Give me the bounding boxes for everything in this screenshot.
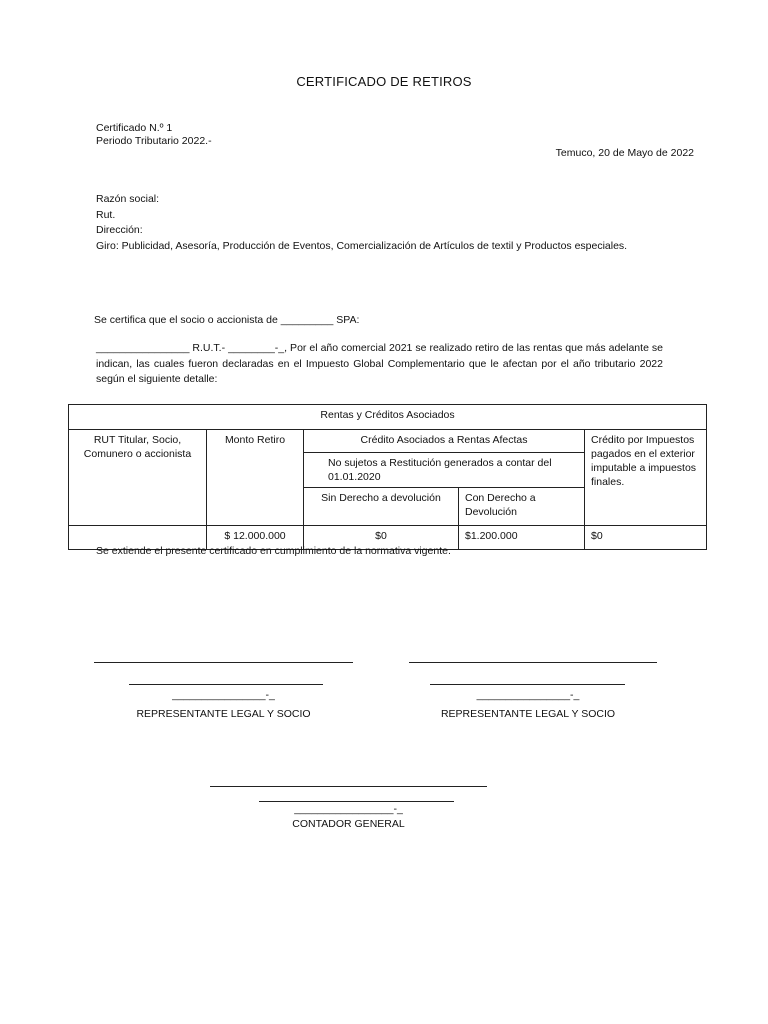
right-signature-line	[409, 662, 657, 663]
bottom-name-line	[259, 801, 454, 802]
retiros-table	[68, 404, 707, 550]
tax-period: Periodo Tributario 2022.-	[96, 135, 212, 147]
certify-text: Se certifica que el socio o accionista de _________ SPA:	[94, 314, 360, 326]
sub-no-sujetos-header: No sujetos a Restitución generados a contar del 01.01.2020	[304, 453, 585, 488]
col-credito-header: Crédito Asociados a Rentas Afectas	[304, 430, 585, 453]
right-rut-line: ________________-_	[476, 689, 580, 701]
cell-con-derecho: $1.200.000	[459, 526, 585, 550]
right-name-line	[430, 684, 625, 685]
left-name-line	[129, 684, 323, 685]
direccion-label: Dirección:	[96, 224, 143, 236]
bottom-signature-line	[210, 786, 487, 787]
razon-social-label: Razón social:	[96, 193, 160, 205]
col-rut-header: RUT Titular, Socio, Comunero o accionista	[69, 430, 207, 526]
left-rut-line: ________________-_	[172, 689, 275, 701]
cell-sin-derecho: $0	[304, 526, 459, 550]
cell-monto: $ 12.000.000	[207, 526, 304, 550]
cell-exterior: $0	[585, 526, 707, 550]
col-exterior-header: Crédito por Impuestos pagados en el exterior imputable a impuestos finales.	[585, 430, 707, 526]
sub-con-derecho-header: Con Derecho a Devolución	[459, 488, 585, 526]
col-monto-header: Monto Retiro	[207, 430, 304, 526]
body-text: ________________ R.U.T.- ________-_, Por el año comercial 2021 se realizado retiro de las rentas que más adelante se indican, las cuales fueron declaradas en el Impuesto Global Complementario que le afectan por el año tributario 2022 según el siguiente detalle:	[96, 342, 663, 385]
certificate-number: Certificado N.º 1	[96, 122, 173, 134]
sub-sin-derecho-header: Sin Derecho a devolución	[304, 488, 459, 526]
document-title: CERTIFICADO DE RETIROS	[296, 74, 472, 89]
rut-label: Rut.	[96, 209, 116, 221]
place-date: Temuco, 20 de Mayo de 2022	[555, 147, 694, 159]
table-header-main: Rentas y Créditos Asociados	[69, 405, 707, 430]
left-signature-label: REPRESENTANTE LEGAL Y SOCIO	[136, 708, 311, 720]
bottom-rut-line: _________________-_	[294, 803, 403, 815]
left-signature-line	[94, 662, 353, 663]
bottom-signature-label: CONTADOR GENERAL	[292, 818, 405, 830]
giro-text: Giro: Publicidad, Asesoría, Producción de Eventos, Comercialización de Artículos de textil y Productos especiales.	[96, 240, 628, 252]
closing-text: Se extiende el presente certificado en cumplimiento de la normativa vigente.	[96, 545, 451, 557]
right-signature-label: REPRESENTANTE LEGAL Y SOCIO	[440, 708, 616, 720]
